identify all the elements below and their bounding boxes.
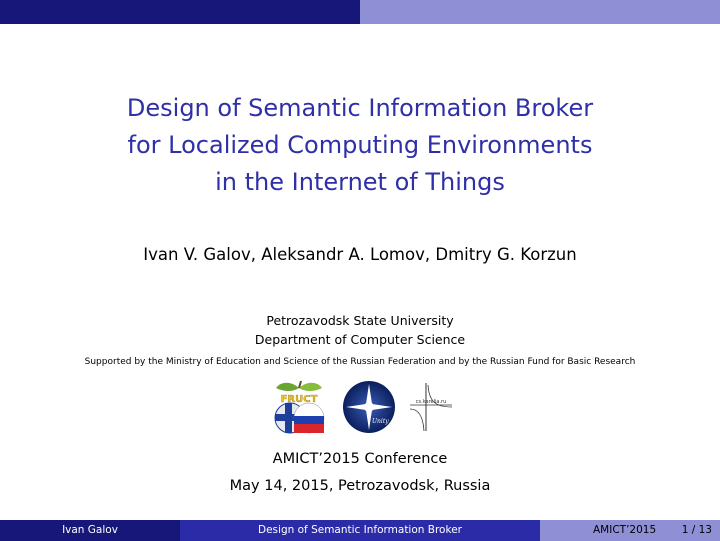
footer-bar bbox=[0, 520, 720, 541]
top-bar-left-segment bbox=[0, 0, 360, 24]
page-counter: 1 / 13 bbox=[681, 524, 712, 536]
department: Department of Computer Science bbox=[254, 332, 466, 347]
star-logo-text: Unity bbox=[372, 418, 389, 425]
university: Petrozavodsk State University bbox=[266, 313, 454, 328]
top-progress-bar bbox=[0, 0, 720, 24]
footer-conference: AMICT’2015 bbox=[593, 524, 657, 536]
smart-space-logo bbox=[408, 381, 454, 433]
title-line: for Localized Computing Environments bbox=[127, 131, 593, 159]
fruct-logo-text: FRUCT bbox=[280, 394, 318, 405]
star-logo bbox=[342, 380, 396, 434]
footer-right bbox=[540, 520, 720, 541]
top-bar-right-segment bbox=[360, 0, 720, 24]
logos-row bbox=[0, 378, 720, 438]
affiliation bbox=[0, 311, 720, 349]
authors: Ivan V. Galov, Aleksandr A. Lomov, Dmitry G. Korzun bbox=[143, 245, 577, 264]
date-and-place: May 14, 2015, Petrozavodsk, Russia bbox=[229, 478, 491, 494]
footer-title: Design of Semantic Information Broker bbox=[180, 520, 540, 541]
footer-author: Ivan Galov bbox=[0, 520, 180, 541]
support-note: Supported by the Ministry of Education and Science of the Russian Federation and by the Russian Fund for Basic Research bbox=[84, 357, 636, 367]
title-line: in the Internet of Things bbox=[215, 168, 505, 196]
fruct-logo bbox=[268, 378, 330, 438]
title-line: Design of Semantic Information Broker bbox=[126, 94, 594, 122]
smart-space-logo-text: cs.karelia.ru bbox=[415, 399, 447, 405]
slide-title bbox=[0, 90, 720, 201]
conference-name: AMICT’2015 Conference bbox=[272, 451, 448, 467]
